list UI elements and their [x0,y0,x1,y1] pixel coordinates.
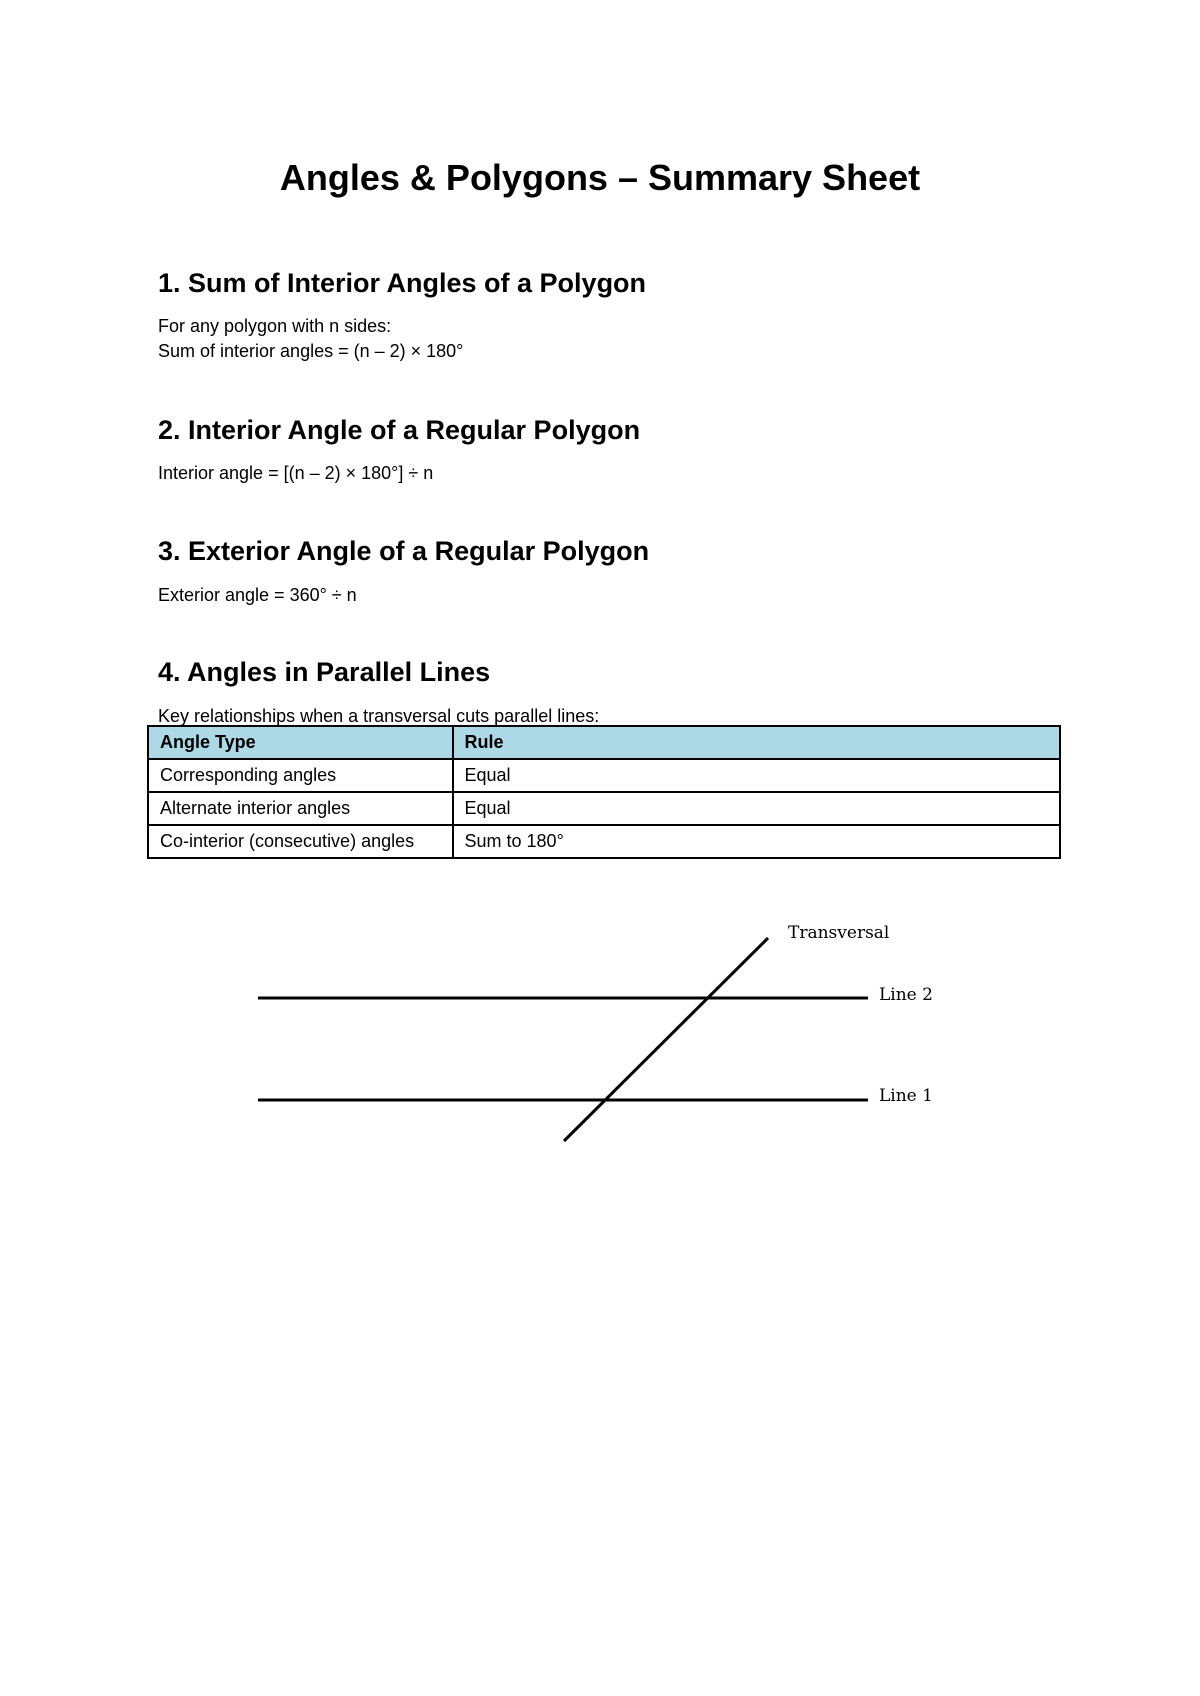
section-4-intro: Key relationships when a transversal cuts parallel lines: [158,706,600,726]
table-cell-rule: Sum to 180° [453,825,1060,858]
section-2-heading: 2. Interior Angle of a Regular Polygon [158,415,641,445]
transversal-line [564,938,768,1141]
table-cell-angle-type: Co-interior (consecutive) angles [148,825,453,858]
section-1-line-1: For any polygon with n sides: [158,316,392,336]
table-cell-rule: Equal [453,759,1060,792]
table-header-angle-type: Angle Type [148,726,453,759]
section-3-heading: 3. Exterior Angle of a Regular Polygon [158,536,650,566]
transversal-label: Transversal [788,923,890,943]
section-1-formula: Sum of interior angles = (n – 2) × 180° [158,341,464,361]
table-header-rule: Rule [453,726,1060,759]
section-3-formula: Exterior angle = 360° ÷ n [158,585,357,605]
section-4-heading: 4. Angles in Parallel Lines [158,657,491,687]
line-1-label: Line 1 [879,1086,933,1106]
page-title: Angles & Polygons – Summary Sheet [279,157,921,198]
table-cell-rule: Equal [453,792,1060,825]
table-cell-angle-type: Alternate interior angles [148,792,453,825]
section-2-formula: Interior angle = [(n – 2) × 180°] ÷ n [158,463,434,483]
line-2-label: Line 2 [879,985,933,1005]
table-cell-angle-type: Corresponding angles [148,759,453,792]
section-1-heading: 1. Sum of Interior Angles of a Polygon [158,268,647,298]
